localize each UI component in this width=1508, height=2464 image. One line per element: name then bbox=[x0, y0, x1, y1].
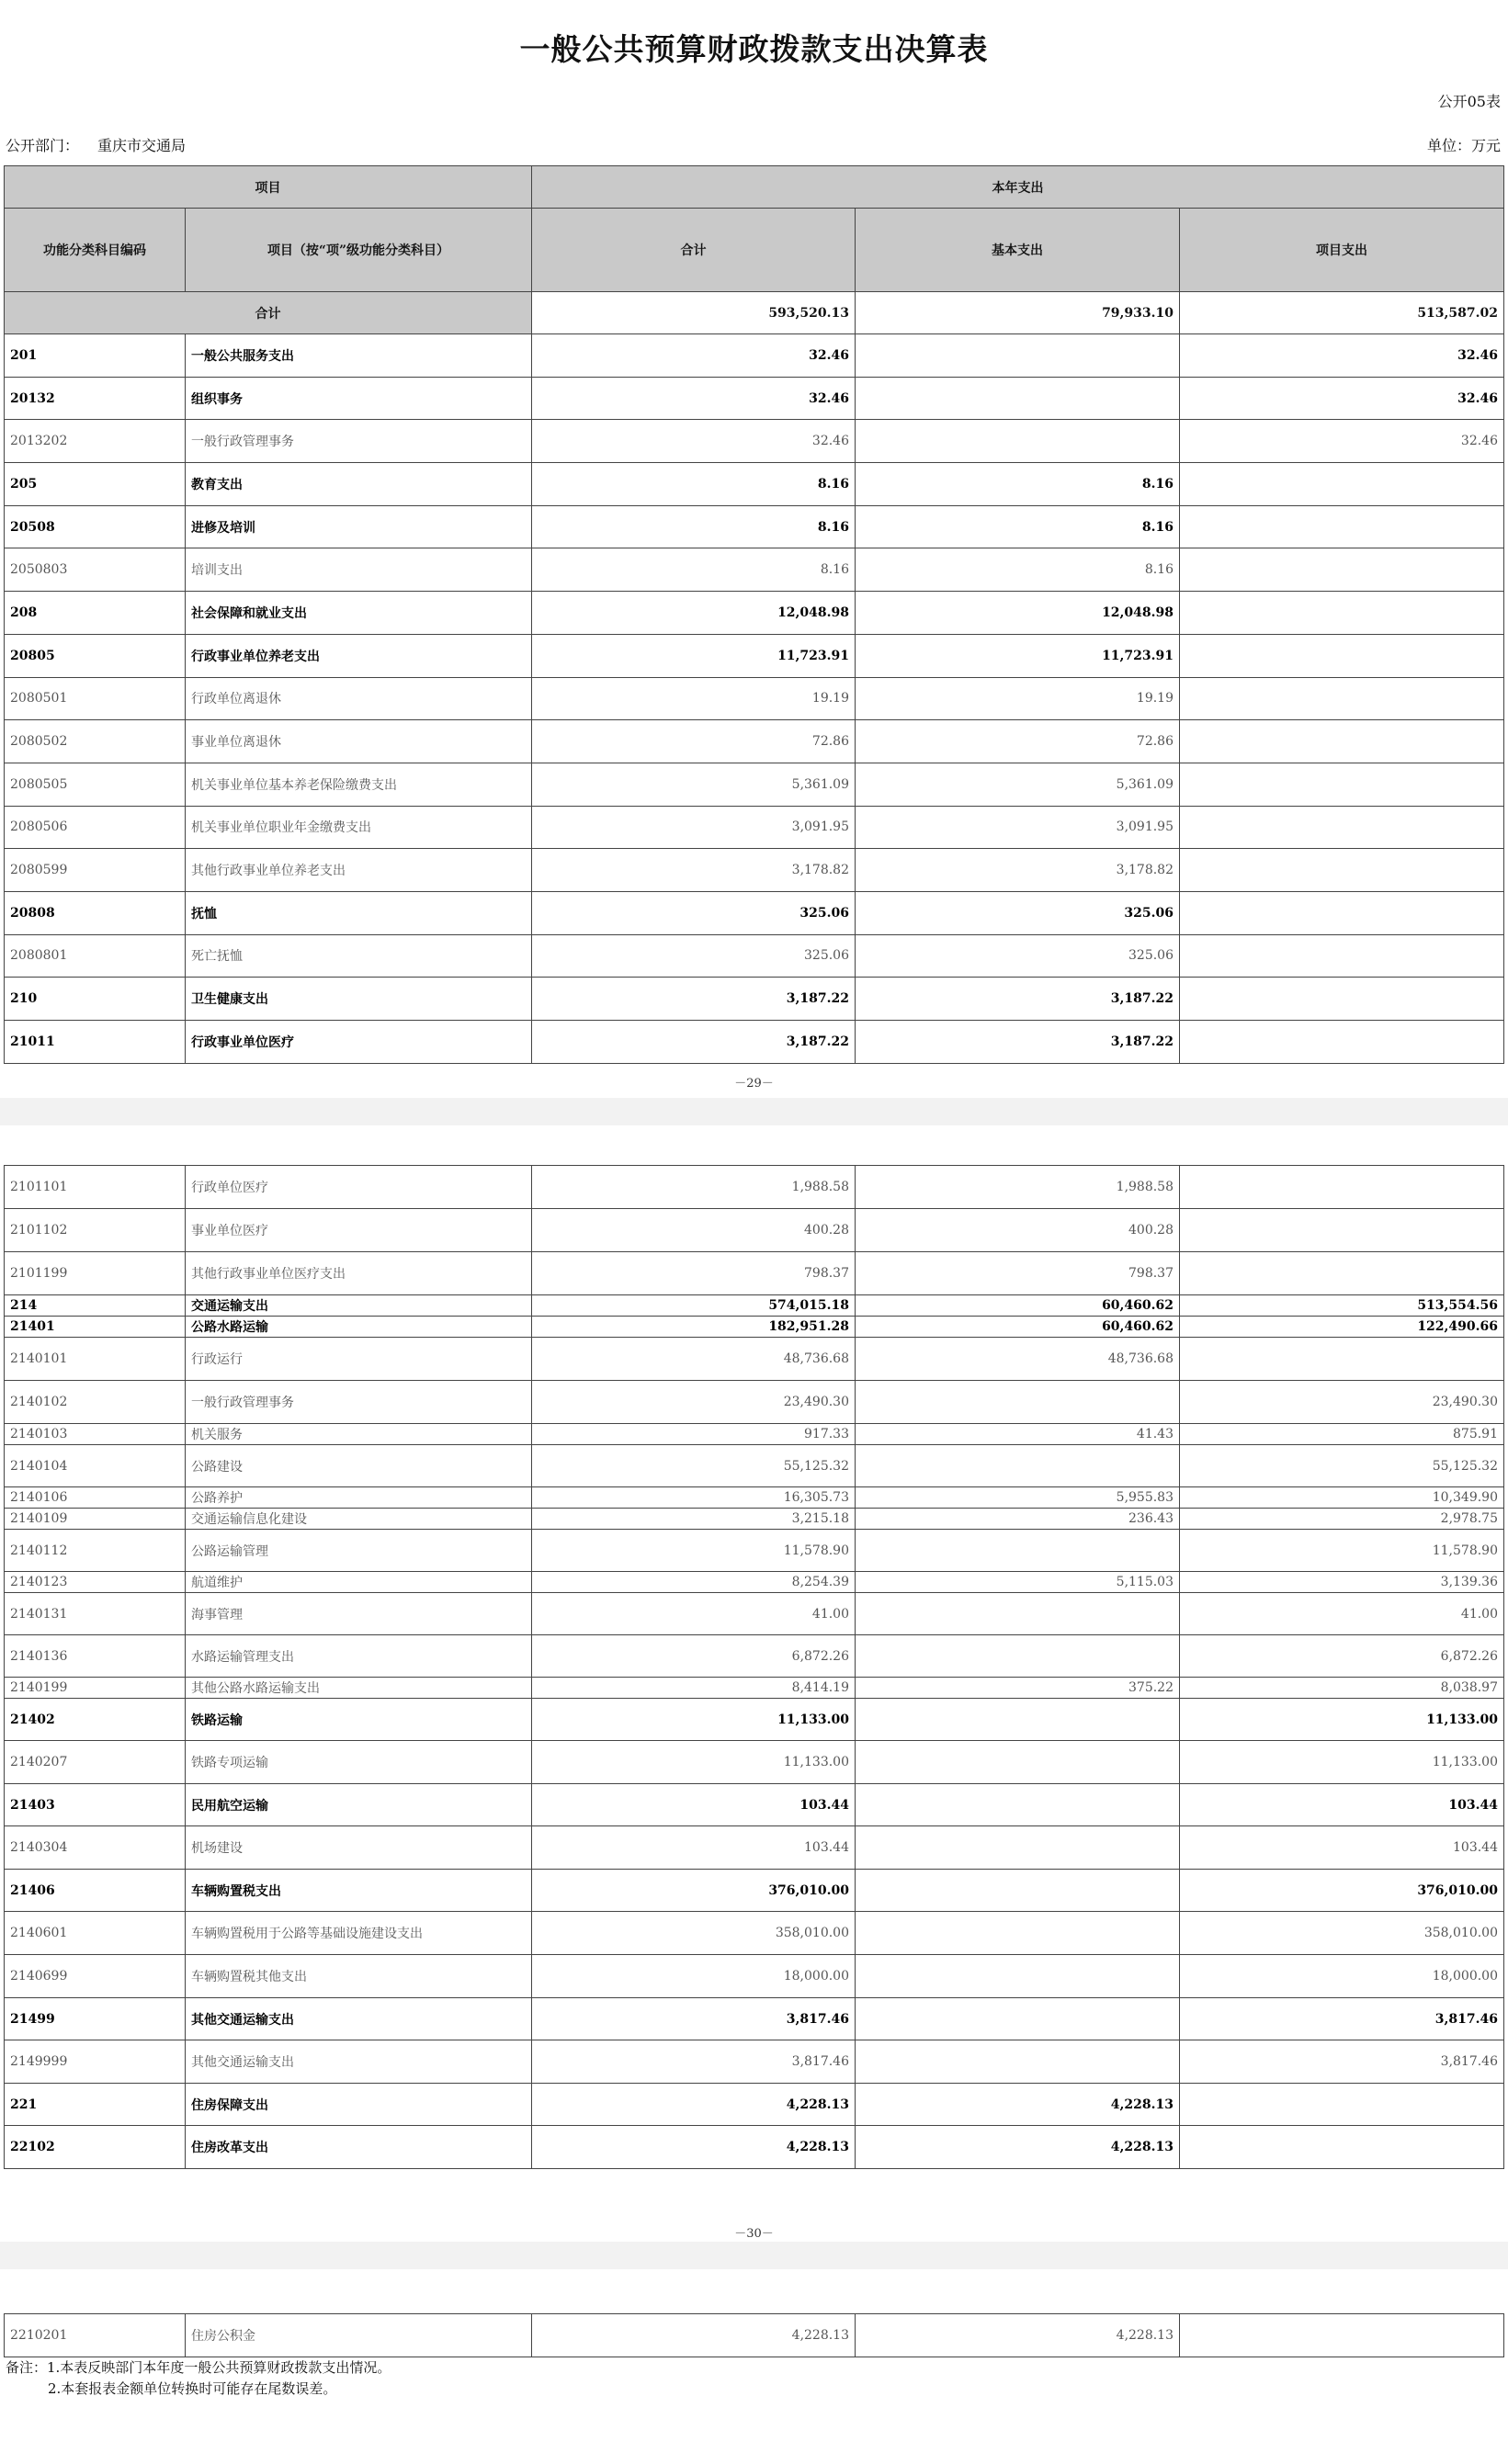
cell-name: 其他交通运输支出 bbox=[186, 1998, 532, 2040]
cell-project: 3,139.36 bbox=[1180, 1572, 1504, 1593]
cell-name: 事业单位医疗 bbox=[186, 1209, 532, 1252]
cell-name: 行政单位医疗 bbox=[186, 1166, 532, 1209]
cell-name: 民用航空运输 bbox=[186, 1784, 532, 1826]
cell-basic: 3,187.22 bbox=[856, 978, 1180, 1021]
table-row bbox=[5, 2314, 1504, 2357]
cell-total: 41.00 bbox=[532, 1593, 856, 1635]
page-number-1: －29－ bbox=[734, 1077, 774, 1091]
cell-total: 4,228.13 bbox=[532, 2314, 856, 2357]
total-label: 合计 bbox=[5, 292, 532, 334]
cell-project bbox=[1180, 463, 1504, 506]
cell-code: 2140106 bbox=[5, 1487, 186, 1509]
cell-basic: 60,460.62 bbox=[856, 1317, 1180, 1338]
header-item: 项目 bbox=[5, 166, 532, 209]
cell-name: 交通运输信息化建设 bbox=[186, 1509, 532, 1530]
cell-total: 182,951.28 bbox=[532, 1317, 856, 1338]
cell-basic bbox=[856, 2040, 1180, 2084]
cell-code: 2101101 bbox=[5, 1166, 186, 1209]
cell-code: 2140304 bbox=[5, 1826, 186, 1870]
cell-basic bbox=[856, 1699, 1180, 1741]
cell-code: 2140123 bbox=[5, 1572, 186, 1593]
cell-basic: 41.43 bbox=[856, 1424, 1180, 1445]
cell-total: 103.44 bbox=[532, 1826, 856, 1870]
cell-name: 住房保障支出 bbox=[186, 2084, 532, 2126]
table-row bbox=[5, 1317, 1504, 1338]
cell-project: 18,000.00 bbox=[1180, 1955, 1504, 1998]
cell-code: 21499 bbox=[5, 1998, 186, 2040]
cell-name: 航道维护 bbox=[186, 1572, 532, 1593]
cell-basic bbox=[856, 334, 1180, 378]
cell-total: 400.28 bbox=[532, 1209, 856, 1252]
cell-project: 3,817.46 bbox=[1180, 1998, 1504, 2040]
table-row bbox=[5, 1252, 1504, 1295]
department-name: 重庆市交通局 bbox=[97, 137, 187, 154]
cell-name: 住房公积金 bbox=[186, 2314, 532, 2357]
cell-total: 8,254.39 bbox=[532, 1572, 856, 1593]
table-row bbox=[5, 592, 1504, 635]
cell-name: 教育支出 bbox=[186, 463, 532, 506]
cell-code: 22102 bbox=[5, 2126, 186, 2169]
cell-name: 行政事业单位养老支出 bbox=[186, 634, 532, 677]
cell-total: 6,872.26 bbox=[532, 1635, 856, 1678]
cell-code: 2140102 bbox=[5, 1381, 186, 1424]
cell-name: 公路水路运输 bbox=[186, 1317, 532, 1338]
table-row bbox=[5, 978, 1504, 1021]
cell-code: 2140699 bbox=[5, 1955, 186, 1998]
note-line-1: 备注：1.本表反映部门本年度一般公共预算财政拨款支出情况。 bbox=[6, 2359, 391, 2376]
cell-total: 11,578.90 bbox=[532, 1530, 856, 1572]
table-row bbox=[5, 1021, 1504, 1064]
cell-total: 3,187.22 bbox=[532, 978, 856, 1021]
cell-name: 一般行政管理事务 bbox=[186, 420, 532, 463]
cell-basic: 4,228.13 bbox=[856, 2126, 1180, 2169]
cell-project bbox=[1180, 1209, 1504, 1252]
cell-name: 卫生健康支出 bbox=[186, 978, 532, 1021]
cell-total: 5,361.09 bbox=[532, 763, 856, 806]
header-name: 项目（按“项”级功能分类科目） bbox=[186, 209, 532, 292]
cell-code: 210 bbox=[5, 978, 186, 1021]
cell-total: 12,048.98 bbox=[532, 592, 856, 635]
table-row bbox=[5, 1209, 1504, 1252]
cell-name: 住房改革支出 bbox=[186, 2126, 532, 2169]
table-row bbox=[5, 849, 1504, 892]
cell-code: 2140136 bbox=[5, 1635, 186, 1678]
cell-code: 21011 bbox=[5, 1021, 186, 1064]
cell-name: 进修及培训 bbox=[186, 505, 532, 548]
cell-name: 抚恤 bbox=[186, 891, 532, 934]
table-row bbox=[5, 1166, 1504, 1209]
cell-total: 32.46 bbox=[532, 334, 856, 378]
cell-project bbox=[1180, 1338, 1504, 1381]
table-row bbox=[5, 1424, 1504, 1445]
table-row bbox=[5, 1998, 1504, 2040]
cell-total: 16,305.73 bbox=[532, 1487, 856, 1509]
table-row bbox=[5, 1955, 1504, 1998]
table-row bbox=[5, 1699, 1504, 1741]
cell-basic: 5,955.83 bbox=[856, 1487, 1180, 1509]
cell-project bbox=[1180, 2084, 1504, 2126]
cell-total: 19.19 bbox=[532, 677, 856, 720]
cell-basic bbox=[856, 377, 1180, 420]
cell-basic bbox=[856, 420, 1180, 463]
cell-name: 公路运输管理 bbox=[186, 1530, 532, 1572]
table-row bbox=[5, 720, 1504, 763]
cell-basic bbox=[856, 1912, 1180, 1955]
cell-name: 死亡抚恤 bbox=[186, 934, 532, 978]
cell-basic bbox=[856, 1381, 1180, 1424]
cell-code: 2080501 bbox=[5, 677, 186, 720]
cell-project: 41.00 bbox=[1180, 1593, 1504, 1635]
table-row bbox=[5, 1445, 1504, 1487]
cell-total: 55,125.32 bbox=[532, 1445, 856, 1487]
cell-basic: 798.37 bbox=[856, 1252, 1180, 1295]
cell-total: 11,133.00 bbox=[532, 1741, 856, 1784]
cell-name: 机关事业单位职业年金缴费支出 bbox=[186, 806, 532, 849]
header-basic: 基本支出 bbox=[856, 209, 1180, 292]
page-title: 一般公共预算财政拨款支出决算表 bbox=[519, 31, 989, 67]
cell-project bbox=[1180, 2126, 1504, 2169]
cell-total: 376,010.00 bbox=[532, 1870, 856, 1912]
table-row bbox=[5, 334, 1504, 378]
table-row bbox=[5, 1381, 1504, 1424]
cell-total: 3,817.46 bbox=[532, 2040, 856, 2084]
cell-basic: 11,723.91 bbox=[856, 634, 1180, 677]
table-row bbox=[5, 1593, 1504, 1635]
header-total: 合计 bbox=[532, 209, 856, 292]
cell-total: 1,988.58 bbox=[532, 1166, 856, 1209]
cell-basic: 400.28 bbox=[856, 1209, 1180, 1252]
cell-project: 103.44 bbox=[1180, 1826, 1504, 1870]
table-row bbox=[5, 1338, 1504, 1381]
cell-code: 2140112 bbox=[5, 1530, 186, 1572]
cell-name: 车辆购置税其他支出 bbox=[186, 1955, 532, 1998]
cell-code: 2140103 bbox=[5, 1424, 186, 1445]
cell-total: 798.37 bbox=[532, 1252, 856, 1295]
cell-name: 海事管理 bbox=[186, 1593, 532, 1635]
cell-project bbox=[1180, 1252, 1504, 1295]
cell-name: 行政单位离退休 bbox=[186, 677, 532, 720]
expenditure-table-page-3 bbox=[4, 2313, 1504, 2357]
cell-name: 行政事业单位医疗 bbox=[186, 1021, 532, 1064]
cell-code: 21402 bbox=[5, 1699, 186, 1741]
cell-basic bbox=[856, 1998, 1180, 2040]
cell-total: 8.16 bbox=[532, 548, 856, 592]
cell-name: 组织事务 bbox=[186, 377, 532, 420]
cell-code: 20508 bbox=[5, 505, 186, 548]
table-row bbox=[5, 2040, 1504, 2084]
cell-name: 车辆购置税用于公路等基础设施建设支出 bbox=[186, 1912, 532, 1955]
page-gap bbox=[0, 2242, 1508, 2269]
cell-code: 2140601 bbox=[5, 1912, 186, 1955]
unit-label: 单位：万元 bbox=[1426, 137, 1501, 154]
cell-project bbox=[1180, 1166, 1504, 1209]
table-row bbox=[5, 1741, 1504, 1784]
cell-project bbox=[1180, 978, 1504, 1021]
cell-total: 11,723.91 bbox=[532, 634, 856, 677]
cell-basic: 8.16 bbox=[856, 463, 1180, 506]
cell-code: 221 bbox=[5, 2084, 186, 2126]
cell-total: 358,010.00 bbox=[532, 1912, 856, 1955]
cell-name: 行政运行 bbox=[186, 1338, 532, 1381]
cell-name: 事业单位离退休 bbox=[186, 720, 532, 763]
cell-project: 11,133.00 bbox=[1180, 1741, 1504, 1784]
table-row bbox=[5, 377, 1504, 420]
cell-total: 48,736.68 bbox=[532, 1338, 856, 1381]
cell-name: 机关事业单位基本养老保险缴费支出 bbox=[186, 763, 532, 806]
cell-project: 358,010.00 bbox=[1180, 1912, 1504, 1955]
cell-project bbox=[1180, 677, 1504, 720]
cell-total: 18,000.00 bbox=[532, 1955, 856, 1998]
cell-project: 32.46 bbox=[1180, 334, 1504, 378]
cell-basic bbox=[856, 1826, 1180, 1870]
cell-code: 2140207 bbox=[5, 1741, 186, 1784]
total-amount: 593,520.13 bbox=[532, 292, 856, 334]
table-number: 公开05表 bbox=[1437, 93, 1501, 110]
cell-basic: 72.86 bbox=[856, 720, 1180, 763]
cell-project: 32.46 bbox=[1180, 377, 1504, 420]
cell-name: 一般公共服务支出 bbox=[186, 334, 532, 378]
cell-project bbox=[1180, 548, 1504, 592]
cell-project: 513,554.56 bbox=[1180, 1295, 1504, 1317]
cell-name: 机场建设 bbox=[186, 1826, 532, 1870]
cell-code: 2101199 bbox=[5, 1252, 186, 1295]
cell-project bbox=[1180, 934, 1504, 978]
cell-basic: 8.16 bbox=[856, 548, 1180, 592]
table-row bbox=[5, 2126, 1504, 2169]
cell-project: 875.91 bbox=[1180, 1424, 1504, 1445]
table-row bbox=[5, 1509, 1504, 1530]
header-current-year: 本年支出 bbox=[532, 166, 1504, 209]
cell-basic: 325.06 bbox=[856, 891, 1180, 934]
cell-code: 2140131 bbox=[5, 1593, 186, 1635]
cell-basic bbox=[856, 1445, 1180, 1487]
cell-project: 11,133.00 bbox=[1180, 1699, 1504, 1741]
cell-basic: 3,091.95 bbox=[856, 806, 1180, 849]
cell-basic: 3,178.82 bbox=[856, 849, 1180, 892]
cell-code: 2050803 bbox=[5, 548, 186, 592]
cell-name: 车辆购置税支出 bbox=[186, 1870, 532, 1912]
table-row bbox=[5, 1870, 1504, 1912]
cell-total: 3,178.82 bbox=[532, 849, 856, 892]
table-row bbox=[5, 463, 1504, 506]
total-row bbox=[5, 292, 1504, 334]
cell-total: 325.06 bbox=[532, 934, 856, 978]
cell-code: 2101102 bbox=[5, 1209, 186, 1252]
cell-basic: 5,361.09 bbox=[856, 763, 1180, 806]
cell-total: 325.06 bbox=[532, 891, 856, 934]
cell-name: 培训支出 bbox=[186, 548, 532, 592]
table-row bbox=[5, 934, 1504, 978]
cell-code: 21406 bbox=[5, 1870, 186, 1912]
cell-total: 4,228.13 bbox=[532, 2126, 856, 2169]
cell-project: 32.46 bbox=[1180, 420, 1504, 463]
cell-basic bbox=[856, 1870, 1180, 1912]
cell-project: 8,038.97 bbox=[1180, 1678, 1504, 1699]
page-gap bbox=[0, 1098, 1508, 1125]
cell-basic: 236.43 bbox=[856, 1509, 1180, 1530]
cell-code: 208 bbox=[5, 592, 186, 635]
cell-total: 11,133.00 bbox=[532, 1699, 856, 1741]
cell-code: 2140104 bbox=[5, 1445, 186, 1487]
cell-project: 6,872.26 bbox=[1180, 1635, 1504, 1678]
cell-code: 2080502 bbox=[5, 720, 186, 763]
cell-project bbox=[1180, 505, 1504, 548]
expenditure-table-page-2 bbox=[4, 1165, 1504, 2169]
cell-total: 3,091.95 bbox=[532, 806, 856, 849]
cell-project: 10,349.90 bbox=[1180, 1487, 1504, 1509]
cell-total: 8.16 bbox=[532, 505, 856, 548]
cell-project bbox=[1180, 2314, 1504, 2357]
cell-project bbox=[1180, 1021, 1504, 1064]
cell-basic: 325.06 bbox=[856, 934, 1180, 978]
table-row bbox=[5, 1572, 1504, 1593]
table-row bbox=[5, 891, 1504, 934]
notes bbox=[6, 2357, 391, 2400]
table-row bbox=[5, 1784, 1504, 1826]
cell-total: 574,015.18 bbox=[532, 1295, 856, 1317]
cell-project bbox=[1180, 720, 1504, 763]
total-project: 513,587.02 bbox=[1180, 292, 1504, 334]
cell-code: 20805 bbox=[5, 634, 186, 677]
cell-basic: 4,228.13 bbox=[856, 2314, 1180, 2357]
cell-basic: 3,187.22 bbox=[856, 1021, 1180, 1064]
cell-basic: 4,228.13 bbox=[856, 2084, 1180, 2126]
cell-code: 201 bbox=[5, 334, 186, 378]
cell-code: 20132 bbox=[5, 377, 186, 420]
table-row bbox=[5, 677, 1504, 720]
table-row bbox=[5, 1912, 1504, 1955]
cell-basic: 8.16 bbox=[856, 505, 1180, 548]
cell-project: 11,578.90 bbox=[1180, 1530, 1504, 1572]
cell-name: 社会保障和就业支出 bbox=[186, 592, 532, 635]
cell-code: 2080506 bbox=[5, 806, 186, 849]
cell-project: 122,490.66 bbox=[1180, 1317, 1504, 1338]
cell-basic: 60,460.62 bbox=[856, 1295, 1180, 1317]
cell-code: 2140101 bbox=[5, 1338, 186, 1381]
cell-code: 2140199 bbox=[5, 1678, 186, 1699]
page-number-2: －30－ bbox=[734, 2227, 774, 2241]
table-row bbox=[5, 1678, 1504, 1699]
cell-total: 32.46 bbox=[532, 377, 856, 420]
table-row bbox=[5, 2084, 1504, 2126]
cell-total: 32.46 bbox=[532, 420, 856, 463]
cell-project bbox=[1180, 849, 1504, 892]
cell-project: 2,978.75 bbox=[1180, 1509, 1504, 1530]
cell-project: 376,010.00 bbox=[1180, 1870, 1504, 1912]
cell-name: 水路运输管理支出 bbox=[186, 1635, 532, 1678]
cell-code: 2149999 bbox=[5, 2040, 186, 2084]
cell-total: 103.44 bbox=[532, 1784, 856, 1826]
table-row bbox=[5, 634, 1504, 677]
cell-project bbox=[1180, 763, 1504, 806]
cell-total: 3,215.18 bbox=[532, 1509, 856, 1530]
table-row bbox=[5, 763, 1504, 806]
cell-code: 20808 bbox=[5, 891, 186, 934]
cell-basic bbox=[856, 1741, 1180, 1784]
note-line-2: 2.本套报表金额单位转换时可能存在尾数误差。 bbox=[48, 2380, 337, 2397]
department-label: 公开部门： bbox=[6, 137, 80, 154]
cell-basic bbox=[856, 1593, 1180, 1635]
cell-project bbox=[1180, 891, 1504, 934]
cell-basic: 1,988.58 bbox=[856, 1166, 1180, 1209]
cell-code: 2080599 bbox=[5, 849, 186, 892]
department bbox=[6, 134, 186, 155]
cell-name: 铁路专项运输 bbox=[186, 1741, 532, 1784]
expenditure-table-page-1 bbox=[4, 165, 1504, 1064]
cell-project bbox=[1180, 592, 1504, 635]
total-basic: 79,933.10 bbox=[856, 292, 1180, 334]
cell-basic: 48,736.68 bbox=[856, 1338, 1180, 1381]
cell-code: 214 bbox=[5, 1295, 186, 1317]
header-code: 功能分类科目编码 bbox=[5, 209, 186, 292]
cell-project bbox=[1180, 634, 1504, 677]
cell-name: 一般行政管理事务 bbox=[186, 1381, 532, 1424]
table-row bbox=[5, 806, 1504, 849]
cell-basic bbox=[856, 1530, 1180, 1572]
table-row bbox=[5, 1826, 1504, 1870]
cell-total: 72.86 bbox=[532, 720, 856, 763]
cell-code: 2140109 bbox=[5, 1509, 186, 1530]
cell-total: 917.33 bbox=[532, 1424, 856, 1445]
cell-basic: 12,048.98 bbox=[856, 592, 1180, 635]
cell-name: 其他行政事业单位养老支出 bbox=[186, 849, 532, 892]
cell-basic bbox=[856, 1635, 1180, 1678]
cell-basic bbox=[856, 1784, 1180, 1826]
cell-code: 2210201 bbox=[5, 2314, 186, 2357]
cell-name: 其他行政事业单位医疗支出 bbox=[186, 1252, 532, 1295]
cell-name: 公路养护 bbox=[186, 1487, 532, 1509]
cell-project: 3,817.46 bbox=[1180, 2040, 1504, 2084]
table-row bbox=[5, 505, 1504, 548]
cell-code: 21401 bbox=[5, 1317, 186, 1338]
cell-basic: 5,115.03 bbox=[856, 1572, 1180, 1593]
cell-name: 机关服务 bbox=[186, 1424, 532, 1445]
cell-total: 8,414.19 bbox=[532, 1678, 856, 1699]
table-row bbox=[5, 1295, 1504, 1317]
cell-name: 公路建设 bbox=[186, 1445, 532, 1487]
cell-code: 2013202 bbox=[5, 420, 186, 463]
table-row bbox=[5, 1530, 1504, 1572]
cell-project: 55,125.32 bbox=[1180, 1445, 1504, 1487]
cell-total: 3,187.22 bbox=[532, 1021, 856, 1064]
cell-project bbox=[1180, 806, 1504, 849]
table-row bbox=[5, 1635, 1504, 1678]
cell-code: 2080801 bbox=[5, 934, 186, 978]
table-row bbox=[5, 420, 1504, 463]
cell-name: 其他公路水路运输支出 bbox=[186, 1678, 532, 1699]
table-row bbox=[5, 548, 1504, 592]
cell-total: 23,490.30 bbox=[532, 1381, 856, 1424]
cell-code: 21403 bbox=[5, 1784, 186, 1826]
cell-code: 205 bbox=[5, 463, 186, 506]
cell-basic bbox=[856, 1955, 1180, 1998]
header-project: 项目支出 bbox=[1180, 209, 1504, 292]
cell-code: 2080505 bbox=[5, 763, 186, 806]
cell-name: 交通运输支出 bbox=[186, 1295, 532, 1317]
table-row bbox=[5, 1487, 1504, 1509]
cell-name: 铁路运输 bbox=[186, 1699, 532, 1741]
cell-basic: 375.22 bbox=[856, 1678, 1180, 1699]
cell-basic: 19.19 bbox=[856, 677, 1180, 720]
cell-project: 23,490.30 bbox=[1180, 1381, 1504, 1424]
cell-total: 8.16 bbox=[532, 463, 856, 506]
cell-total: 3,817.46 bbox=[532, 1998, 856, 2040]
cell-name: 其他交通运输支出 bbox=[186, 2040, 532, 2084]
cell-total: 4,228.13 bbox=[532, 2084, 856, 2126]
cell-project: 103.44 bbox=[1180, 1784, 1504, 1826]
